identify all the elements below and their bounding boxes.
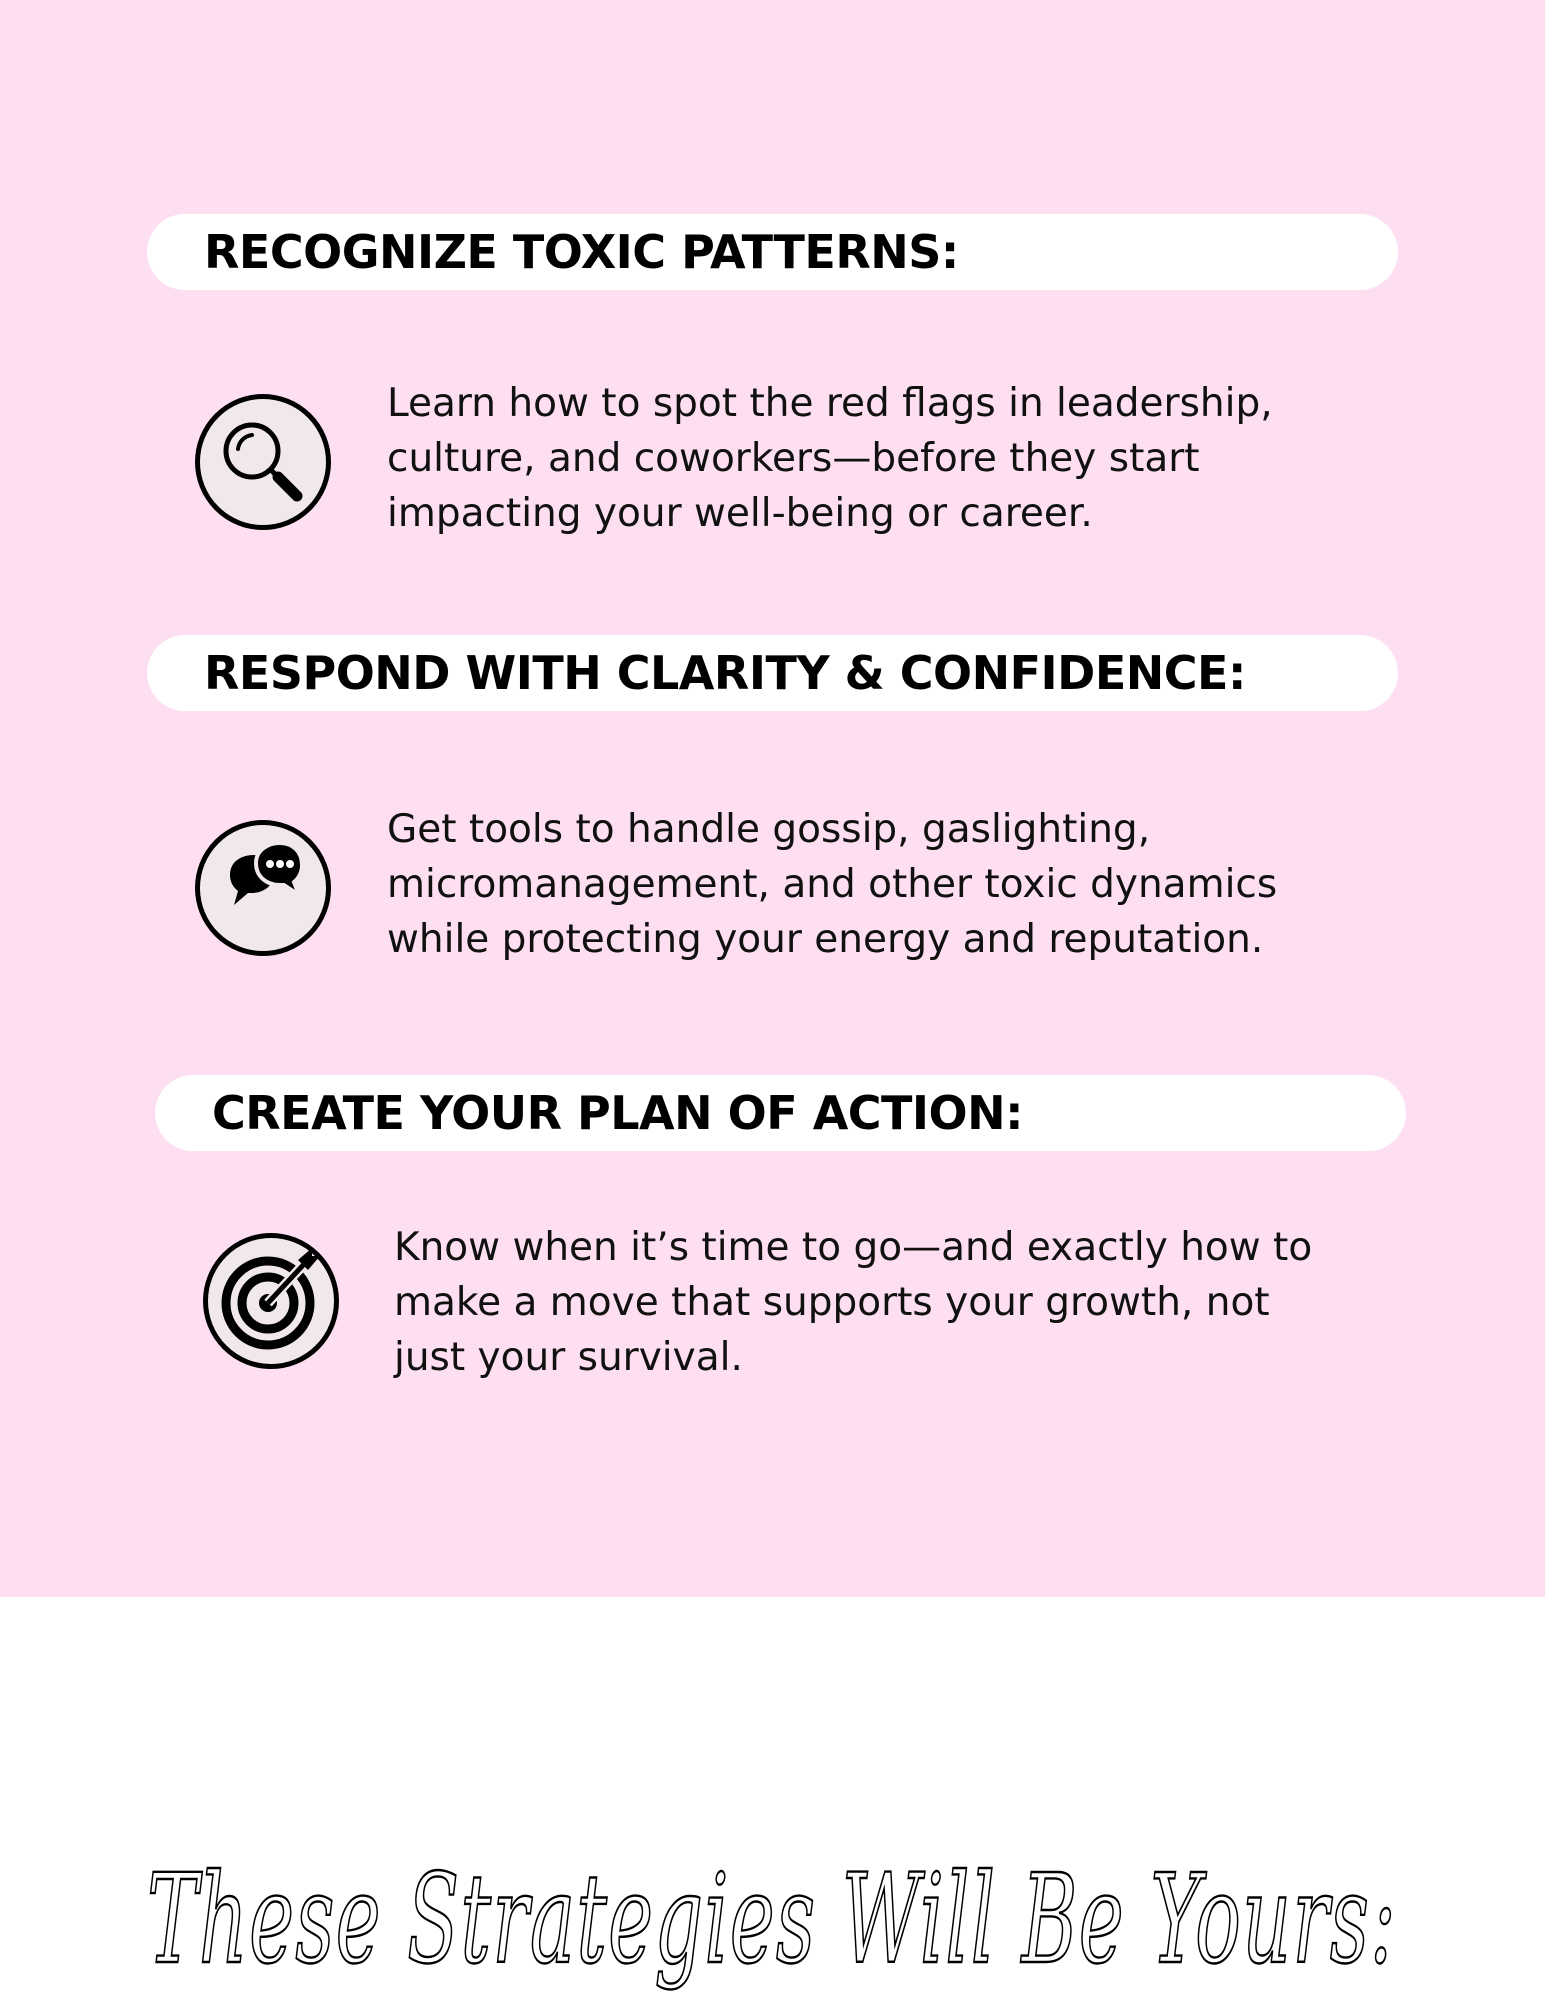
body-line: make a move that supports your growth, not — [394, 1280, 1270, 1325]
section-header-recognize — [147, 214, 1398, 290]
magnifying-glass-icon — [195, 394, 331, 530]
section-header-respond — [147, 635, 1398, 711]
script-title-text: These Strategies Will Be Yours: — [147, 1848, 1397, 1992]
section-header-create — [155, 1075, 1406, 1151]
body-line: impacting your well-being or career. — [387, 491, 1093, 536]
body-line: just your survival. — [394, 1335, 743, 1380]
section-body-respond — [387, 802, 1387, 967]
chat-bubbles-icon — [195, 820, 331, 956]
section-body-recognize — [387, 376, 1387, 541]
body-line: culture, and coworkers—before they start — [387, 436, 1200, 481]
body-line: while protecting your energy and reputation. — [387, 917, 1264, 962]
body-line: Get tools to handle gossip, gaslighting, — [387, 807, 1151, 852]
body-line: Learn how to spot the red flags in leadership, — [387, 381, 1273, 426]
section-body-create — [394, 1220, 1394, 1385]
body-line: micromanagement, and other toxic dynamics — [387, 862, 1278, 907]
section-heading: CREATE YOUR PLAN OF ACTION: — [212, 1086, 1024, 1140]
script-title — [0, 1800, 1545, 2000]
section-heading: RECOGNIZE TOXIC PATTERNS: — [204, 225, 959, 279]
section-heading: RESPOND WITH CLARITY & CONFIDENCE: — [204, 646, 1246, 700]
body-line: Know when it’s time to go—and exactly how to — [394, 1225, 1313, 1270]
target-icon — [203, 1233, 339, 1369]
